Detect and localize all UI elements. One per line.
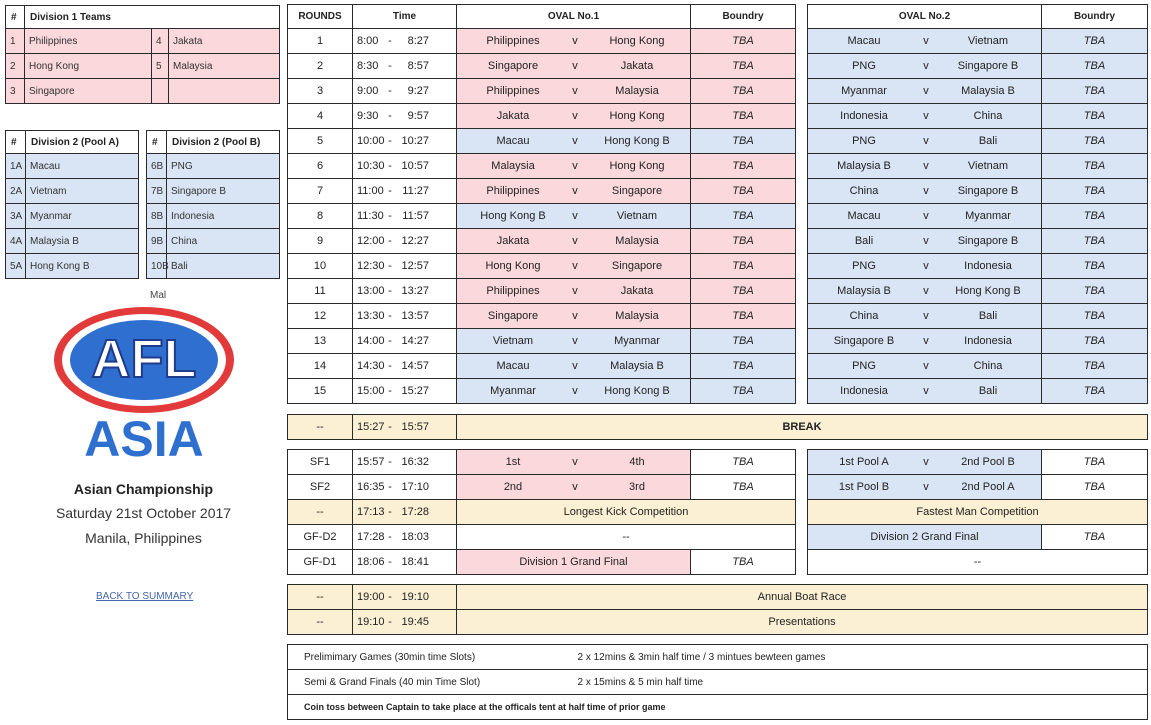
round-row-oval2: [808, 29, 1148, 54]
match-oval1: Malaysia v Hong Kong: [457, 154, 691, 179]
match-oval2: Singapore B v Indonesia: [808, 329, 1042, 354]
longest-kick: Longest Kick Competition: [457, 500, 796, 525]
round-time: 9:30 - 9:57: [353, 104, 457, 129]
boundary-oval1: TBA: [691, 79, 796, 104]
round-number: 8: [288, 204, 353, 229]
match-oval1: Hong Kong B v Vietnam: [457, 204, 691, 229]
table-row: 1 Philippines 4 Jakata: [6, 29, 280, 54]
match-oval1: Philippines v Jakata: [457, 279, 691, 304]
table-row: 6B PNG: [147, 154, 280, 179]
round-number: 9: [288, 229, 353, 254]
round-row-oval2: [808, 329, 1148, 354]
oval1-schedule: [287, 4, 796, 404]
round-row: [288, 329, 796, 354]
notes-table: Prelimimary Games (30min time Slots) 2 x 12mins & 3min half time / 3 mintues bewteen games Semi & Grand Finals (40 min Time Slot) 2 x 15mins & 5 min half time Coin toss between Captain to take place at the officals tent at half time of prior game: [287, 644, 1148, 720]
round-number: 14: [288, 354, 353, 379]
match-oval2: Myanmar v Malaysia B: [808, 79, 1042, 104]
round-row-oval2: [808, 79, 1148, 104]
round-row-oval2: [808, 179, 1148, 204]
event-title: Asian Championship: [73, 481, 214, 497]
presentations: Presentations: [457, 610, 1148, 635]
boundary-oval2: TBA: [1042, 29, 1148, 54]
table-row: 3A Myanmar: [6, 204, 139, 229]
round-row-oval2: [808, 154, 1148, 179]
table-row: 2 Hong Kong 5 Malaysia: [6, 54, 280, 79]
match-oval1: Philippines v Hong Kong: [457, 29, 691, 54]
match-oval1: Myanmar v Hong Kong B: [457, 379, 691, 404]
table-row: 9B China: [147, 229, 280, 254]
round-time: 12:00 - 12:27: [353, 229, 457, 254]
table-row: 2A Vietnam: [6, 179, 139, 204]
boundary-oval1: TBA: [691, 329, 796, 354]
boundary-oval2: TBA: [1042, 179, 1148, 204]
round-row: [288, 254, 796, 279]
round-row-oval2: [808, 204, 1148, 229]
round-row: [288, 279, 796, 304]
match-oval2: Indonesia v Bali: [808, 379, 1042, 404]
boundary-oval1: TBA: [691, 229, 796, 254]
round-number: 12: [288, 304, 353, 329]
round-number: 6: [288, 154, 353, 179]
pool-a-table: # Division 2 (Pool A) 1A Macau 2A Vietnam 3A Myanmar 4A Malaysia B 5A Hong Kong B: [5, 130, 139, 279]
round-time: 9:00 - 9:27: [353, 79, 457, 104]
round-row-oval2: [808, 229, 1148, 254]
round-row-oval2: [808, 104, 1148, 129]
round-time: 11:00 - 11:27: [353, 179, 457, 204]
round-time: 14:30 - 14:57: [353, 354, 457, 379]
boundary-oval1: TBA: [691, 154, 796, 179]
boundary-oval2: TBA: [1042, 379, 1148, 404]
round-time: 8:00 - 8:27: [353, 29, 457, 54]
round-time: 13:30 - 13:57: [353, 304, 457, 329]
match-oval2: Malaysia B v Vietnam: [808, 154, 1042, 179]
round-row: [288, 129, 796, 154]
match-oval2: China v Bali: [808, 304, 1042, 329]
boundary-oval2: TBA: [1042, 79, 1148, 104]
round-time: 11:30 - 11:57: [353, 204, 457, 229]
round-time: 13:00 - 13:27: [353, 279, 457, 304]
boundary-oval1: TBA: [691, 54, 796, 79]
round-row: [288, 204, 796, 229]
table-row: 7B Singapore B: [147, 179, 280, 204]
round-number: 5: [288, 129, 353, 154]
boundary-oval1: TBA: [691, 304, 796, 329]
pool-b-table: # Division 2 (Pool B) 6B PNG 7B Singapore B 8B Indonesia 9B China 10B Bali: [146, 130, 280, 279]
match-oval1: Singapore v Jakata: [457, 54, 691, 79]
table-row: 10B Bali: [147, 254, 280, 279]
break-row: -- 15:27 - 15:57 BREAK: [287, 414, 1148, 440]
svg-text:AFL: AFL: [91, 329, 197, 389]
boundary-oval1: TBA: [691, 204, 796, 229]
round-number: 11: [288, 279, 353, 304]
round-number: 1: [288, 29, 353, 54]
logo-caption: Mal: [150, 290, 167, 301]
round-time: 12:30 - 12:57: [353, 254, 457, 279]
boundary-oval1: TBA: [691, 104, 796, 129]
match-oval1: Philippines v Malaysia: [457, 79, 691, 104]
boundary-oval2: TBA: [1042, 279, 1148, 304]
fastest-man: Fastest Man Competition: [808, 500, 1148, 525]
header-rounds: ROUNDS: [288, 5, 353, 29]
division1-table: [5, 5, 280, 104]
round-row: [288, 54, 796, 79]
finals-oval1: SF1 15:57 - 16:32 1st v 4th TBA SF2 16:35 - 17:10 2nd v 3rd TBA -- 17:13 - 17:28 Longest Kick Competition GF-D2 17:28 - 18:03 -- GF-D1 18:06 - 18:41 Division 1 Grand Final TBA: [287, 449, 796, 575]
boundary-oval1: TBA: [691, 179, 796, 204]
svg-text:ASIA: ASIA: [84, 411, 204, 467]
boundary-oval2: TBA: [1042, 54, 1148, 79]
round-time: 14:00 - 14:27: [353, 329, 457, 354]
round-number: 13: [288, 329, 353, 354]
boundary-oval2: TBA: [1042, 129, 1148, 154]
table-row: 5A Hong Kong B: [6, 254, 139, 279]
round-row: [288, 154, 796, 179]
div1-grand-final: Division 1 Grand Final: [457, 550, 691, 575]
header-oval2: OVAL No.2: [808, 5, 1042, 29]
boundary-oval1: TBA: [691, 379, 796, 404]
boundary-oval2: TBA: [1042, 304, 1148, 329]
round-time: 10:00 - 10:27: [353, 129, 457, 154]
boundary-oval1: TBA: [691, 29, 796, 54]
boundary-oval2: TBA: [1042, 329, 1148, 354]
event-location: Manila, Philippines: [85, 530, 202, 546]
boat-race: Annual Boat Race: [457, 585, 1148, 610]
match-oval2: PNG v China: [808, 354, 1042, 379]
div2-grand-final: Division 2 Grand Final: [808, 525, 1042, 550]
header-time: Time: [353, 5, 457, 29]
boundary-oval2: TBA: [1042, 104, 1148, 129]
boundary-oval1: TBA: [691, 354, 796, 379]
match-oval2: Macau v Myanmar: [808, 204, 1042, 229]
header-oval1: OVAL No.1: [457, 5, 691, 29]
round-row: [288, 379, 796, 404]
back-to-summary-link[interactable]: BACK TO SUMMARY: [96, 591, 194, 602]
match-oval1: Singapore v Malaysia: [457, 304, 691, 329]
boundary-oval2: TBA: [1042, 204, 1148, 229]
boundary-oval1: TBA: [691, 279, 796, 304]
match-oval2: PNG v Bali: [808, 129, 1042, 154]
round-row-oval2: [808, 304, 1148, 329]
round-row: [288, 354, 796, 379]
match-oval1: Macau v Hong Kong B: [457, 129, 691, 154]
oval2-schedule: [807, 4, 1148, 404]
match-oval2: PNG v Indonesia: [808, 254, 1042, 279]
match-oval1: Jakata v Malaysia: [457, 229, 691, 254]
round-number: 7: [288, 179, 353, 204]
round-row: [288, 79, 796, 104]
boundary-oval2: TBA: [1042, 229, 1148, 254]
round-number: 15: [288, 379, 353, 404]
break-label: BREAK: [457, 415, 1148, 440]
col-team: Division 1 Teams: [25, 6, 280, 29]
match-oval2: Bali v Singapore B: [808, 229, 1042, 254]
round-row-oval2: [808, 379, 1148, 404]
boundary-oval1: TBA: [691, 129, 796, 154]
match-oval1: Hong Kong v Singapore: [457, 254, 691, 279]
match-oval2: China v Singapore B: [808, 179, 1042, 204]
round-row: [288, 179, 796, 204]
boundary-oval2: TBA: [1042, 254, 1148, 279]
match-oval1: Jakata v Hong Kong: [457, 104, 691, 129]
round-row-oval2: [808, 354, 1148, 379]
round-row-oval2: [808, 279, 1148, 304]
extras-table: -- 19:00 - 19:10 Annual Boat Race -- 19:10 - 19:45 Presentations: [287, 584, 1148, 635]
round-time: 8:30 - 8:57: [353, 54, 457, 79]
round-time: 10:30 - 10:57: [353, 154, 457, 179]
round-row-oval2: [808, 129, 1148, 154]
afl-asia-logo: [50, 305, 238, 467]
table-row: 1A Macau: [6, 154, 139, 179]
finals-oval2: 1st Pool A v 2nd Pool B TBA 1st Pool B v 2nd Pool A TBA Fastest Man Competition Division 2 Grand Final TBA --: [807, 449, 1148, 575]
boundary-oval2: TBA: [1042, 154, 1148, 179]
boundary-oval2: TBA: [1042, 354, 1148, 379]
match-oval2: Macau v Vietnam: [808, 29, 1042, 54]
round-number: 2: [288, 54, 353, 79]
header-boundary-2: Boundry: [1042, 5, 1148, 29]
table-row: 8B Indonesia: [147, 204, 280, 229]
round-number: 10: [288, 254, 353, 279]
coin-toss-note: Coin toss between Captain to take place at the officals tent at half time of prior game: [288, 695, 1148, 720]
round-row: [288, 304, 796, 329]
round-row-oval2: [808, 54, 1148, 79]
round-row-oval2: [808, 254, 1148, 279]
match-oval2: Malaysia B v Hong Kong B: [808, 279, 1042, 304]
round-row: [288, 29, 796, 54]
event-date: Saturday 21st October 2017: [55, 505, 232, 521]
match-oval2: Indonesia v China: [808, 104, 1042, 129]
round-number: 4: [288, 104, 353, 129]
round-row: [288, 229, 796, 254]
match-oval1: Macau v Malaysia B: [457, 354, 691, 379]
table-row: 4A Malaysia B: [6, 229, 139, 254]
table-row: 3 Singapore: [6, 79, 280, 104]
match-oval1: Vietnam v Myanmar: [457, 329, 691, 354]
boundary-oval1: TBA: [691, 254, 796, 279]
match-oval1: Philippines v Singapore: [457, 179, 691, 204]
round-number: 3: [288, 79, 353, 104]
round-row: [288, 104, 796, 129]
round-time: 15:00 - 15:27: [353, 379, 457, 404]
header-boundary: Boundry: [691, 5, 796, 29]
col-num: #: [6, 6, 25, 29]
match-oval2: PNG v Singapore B: [808, 54, 1042, 79]
